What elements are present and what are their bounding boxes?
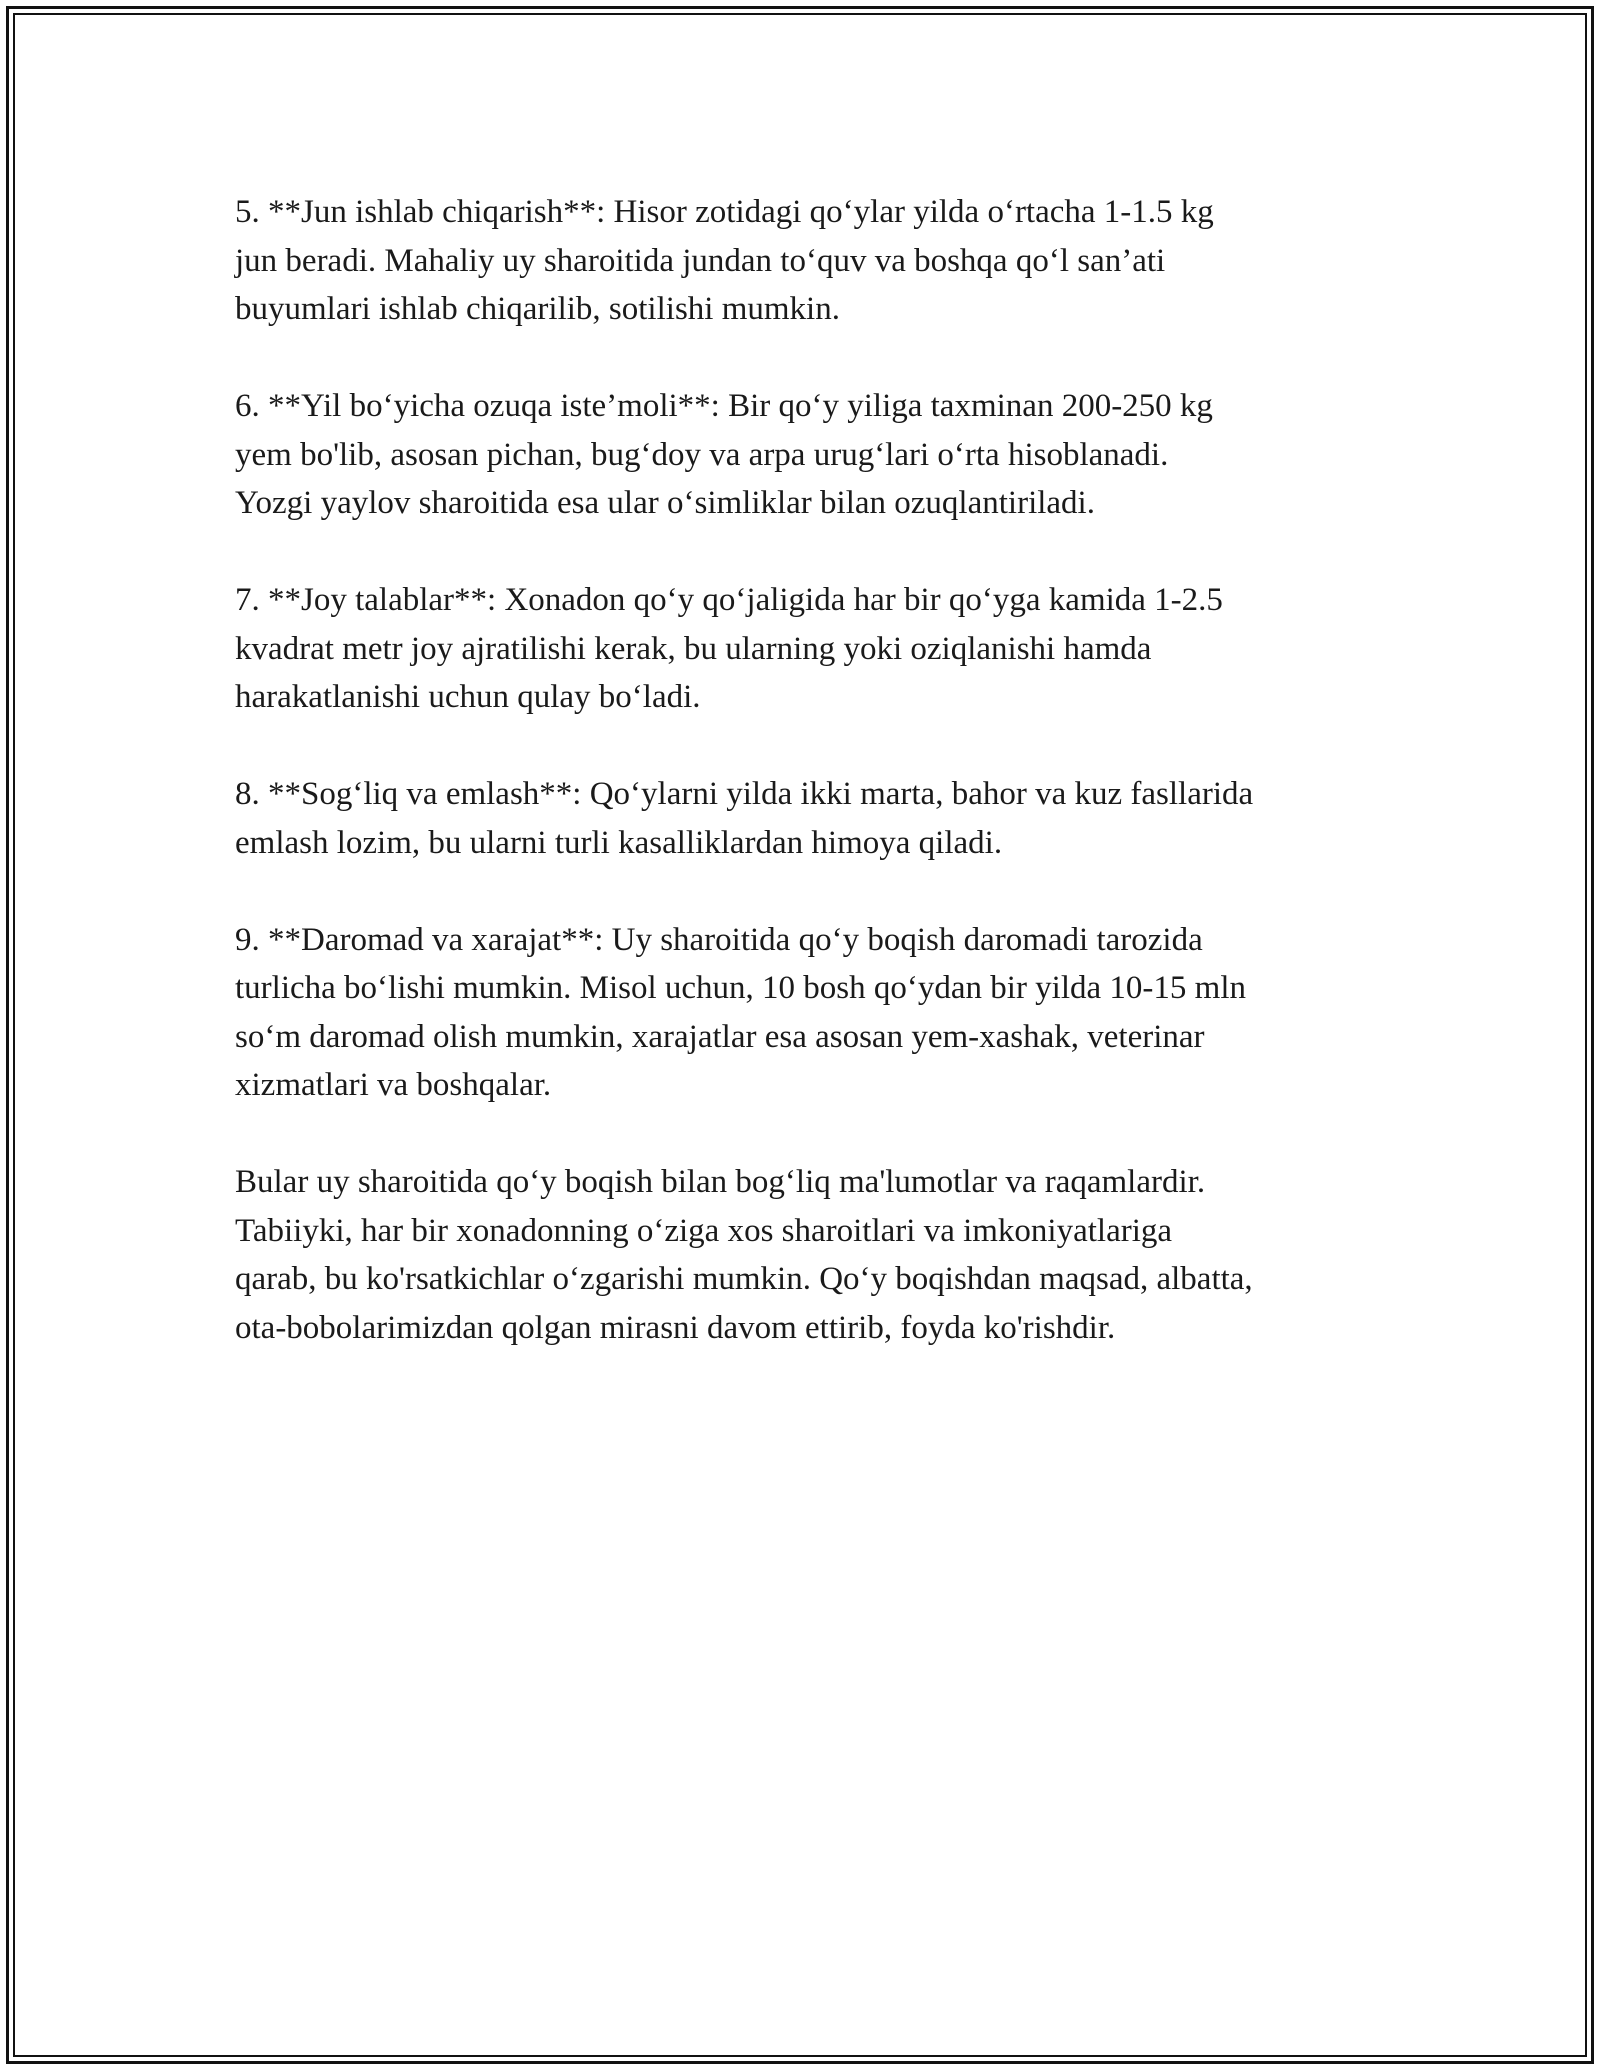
text-line: xizmatlari va boshqalar. — [235, 1067, 552, 1103]
text-line: 6. **Yil bo‘yicha ozuqa iste’moli**: Bir qo‘y yiliga taxminan 200-250 kg — [235, 388, 1213, 424]
text-line: Bular uy sharoitida qo‘y boqish bilan bog‘liq ma'lumotlar va raqamlardir. — [235, 1164, 1206, 1200]
document-body — [235, 188, 1380, 1401]
text-line: emlash lozim, bu ularni turli kasalliklardan himoya qiladi. — [235, 824, 1003, 861]
text-line: jun beradi. Mahaliy uy sharoitida jundan to‘quv va boshqa qo‘l san’ati — [235, 242, 1166, 279]
text-line: turlicha bo‘lishi mumkin. Misol uchun, 10 bosh qo‘ydan bir yilda 10-15 mln — [235, 970, 1246, 1006]
text-line: ota-bobolarimizdan qolgan mirasni davom ettirib, foyda ko'rishdir. — [235, 1309, 1116, 1346]
paragraph-conclusion — [235, 1158, 1380, 1352]
paragraph-health-vaccination — [235, 770, 1380, 867]
text-line: yem bo'lib, asosan pichan, bug‘doy va arpa urug‘lari o‘rta hisoblanadi. — [235, 436, 1169, 473]
text-line: buyumlari ishlab chiqarilib, sotilishi mumkin. — [235, 291, 840, 327]
text-line: 8. **Sog‘liq va emlash**: Qo‘ylarni yilda ikki marta, bahor va kuz fasllarida — [235, 776, 1254, 812]
text-line: 5. **Jun ishlab chiqarish**: Hisor zotidagi qo‘ylar yilda o‘rtacha 1-1.5 kg — [235, 194, 1214, 230]
paragraph-space-requirements — [235, 576, 1380, 722]
text-line: kvadrat metr joy ajratilishi kerak, bu ularning yoki oziqlanishi hamda — [235, 630, 1152, 667]
text-line: so‘m daromad olish mumkin, xarajatlar esa asosan yem-xashak, veterinar — [235, 1018, 1205, 1055]
paragraph-wool-production — [235, 188, 1380, 334]
text-line: Tabiiyki, har bir xonadonning o‘ziga xos sharoitlari va imkoniyatlariga — [235, 1212, 1173, 1249]
paragraph-income-expenses — [235, 916, 1380, 1110]
text-line: 7. **Joy talablar**: Xonadon qo‘y qo‘jaligida har bir qo‘yga kamida 1-2.5 — [235, 582, 1223, 618]
paragraph-feed-consumption — [235, 382, 1380, 528]
text-line: Yozgi yaylov sharoitida esa ular o‘simliklar bilan ozuqlantiriladi. — [235, 485, 1095, 521]
text-line: qarab, bu ko'rsatkichlar o‘zgarishi mumkin. Qo‘y boqishdan maqsad, albatta, — [235, 1261, 1253, 1297]
text-line: harakatlanishi uchun qulay bo‘ladi. — [235, 679, 701, 715]
text-line: 9. **Daromad va xarajat**: Uy sharoitida qo‘y boqish daromadi tarozida — [235, 921, 1203, 958]
